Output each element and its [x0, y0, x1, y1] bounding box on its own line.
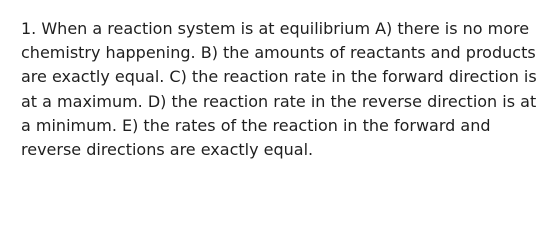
question-line: a minimum. E) the rates of the reaction in the forward and — [21, 115, 491, 135]
question-text — [21, 17, 553, 162]
question-line: reverse directions are exactly equal. — [21, 140, 314, 160]
question-line: are exactly equal. C) the reaction rate in the forward direction is — [21, 67, 537, 87]
question-line: chemistry happening. B) the amounts of reactants and products — [21, 43, 536, 63]
question-line: 1. When a reaction system is at equilibrium A) there is no more — [21, 19, 530, 38]
question-line: at a maximum. D) the reaction rate in the reverse direction is at — [21, 91, 537, 111]
